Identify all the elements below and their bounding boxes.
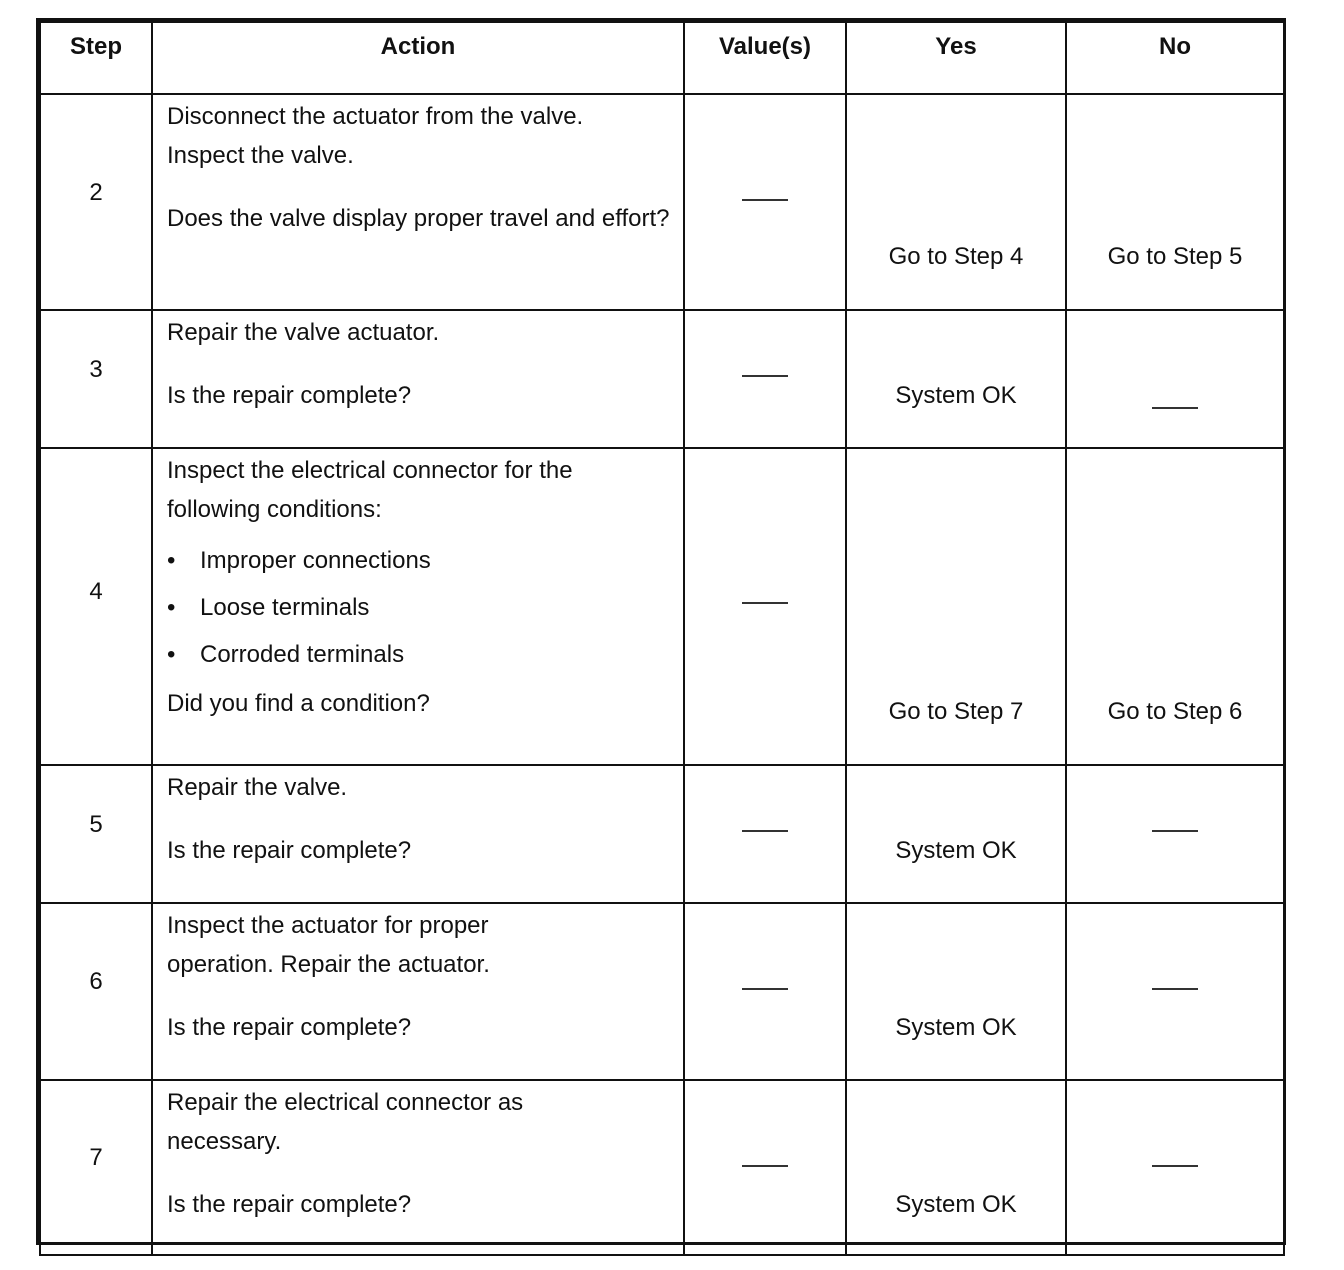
header-row: [40, 22, 1284, 94]
dash-mark: [1152, 1165, 1198, 1167]
step-number: 7: [89, 1144, 103, 1171]
list-item: • Improper connections: [167, 537, 673, 584]
table-row: [40, 1080, 1284, 1255]
action-line: Repair the valve actuator.: [167, 319, 440, 346]
action-cell: [152, 310, 684, 448]
table-row: [40, 448, 1284, 765]
action-line: Repair the electrical connector as necessary.: [167, 1089, 524, 1155]
action-question: Is the repair complete?: [167, 837, 412, 864]
dash-mark: [742, 199, 788, 201]
no-cell: [1066, 765, 1284, 903]
yes-result: System OK: [895, 1014, 1017, 1041]
action-cell: [152, 903, 684, 1080]
diagnostic-table-grid: [39, 21, 1285, 1256]
no-result: Go to Step 6: [1107, 698, 1243, 725]
yes-result: Go to Step 4: [888, 243, 1024, 270]
action-line: Inspect the valve.: [167, 142, 354, 169]
list-item: • Corroded terminals: [167, 631, 673, 678]
value-cell: [684, 448, 846, 765]
table-row: [40, 903, 1284, 1080]
no-cell: [1066, 1080, 1284, 1255]
dash-mark: [742, 602, 788, 604]
step-number: 6: [89, 968, 103, 995]
yes-result: Go to Step 7: [888, 698, 1024, 725]
step-cell: [40, 765, 152, 903]
value-cell: [684, 765, 846, 903]
action-question: Is the repair complete?: [167, 1014, 412, 1041]
action-line: Inspect the actuator for proper operation. Repair the actuator.: [167, 912, 490, 978]
yes-cell: [846, 94, 1066, 310]
step-cell: [40, 448, 152, 765]
table-row: [40, 310, 1284, 448]
yes-cell: [846, 903, 1066, 1080]
yes-cell: [846, 1080, 1066, 1255]
table-row: [40, 765, 1284, 903]
yes-cell: [846, 310, 1066, 448]
header-yes: Yes: [846, 22, 1066, 94]
action-question: Did you find a condition?: [167, 690, 430, 717]
header-action: Action: [152, 22, 684, 94]
step-cell: [40, 903, 152, 1080]
step-cell: [40, 310, 152, 448]
dash-mark: [742, 830, 788, 832]
step-number: 3: [89, 355, 103, 383]
yes-cell: [846, 765, 1066, 903]
dash-mark: [1152, 988, 1198, 990]
action-line: Disconnect the actuator from the valve.: [167, 103, 584, 130]
value-cell: [684, 94, 846, 310]
list-item: • Loose terminals: [167, 584, 673, 631]
dash-mark: [1152, 830, 1198, 832]
diagnostic-table: [36, 18, 1286, 1245]
action-cell: [152, 1080, 684, 1255]
action-question: Does the valve display proper travel and effort?: [167, 205, 670, 232]
no-result: Go to Step 5: [1107, 243, 1243, 270]
value-cell: [684, 1080, 846, 1255]
step-cell: [40, 94, 152, 310]
dash-mark: [742, 375, 788, 377]
yes-result: System OK: [895, 1191, 1017, 1218]
action-line: Inspect the electrical connector for the following conditions:: [167, 457, 573, 523]
action-line: Repair the valve.: [167, 774, 348, 801]
table-row: [40, 94, 1284, 310]
action-question: Is the repair complete?: [167, 382, 412, 409]
action-question: Is the repair complete?: [167, 1191, 412, 1218]
action-cell: [152, 94, 684, 310]
step-number: 2: [89, 178, 103, 206]
dash-mark: [1152, 407, 1198, 409]
header-values: Value(s): [684, 22, 846, 94]
value-cell: [684, 903, 846, 1080]
header-no: No: [1066, 22, 1284, 94]
yes-result: System OK: [895, 382, 1017, 409]
no-cell: [1066, 310, 1284, 448]
dash-mark: [742, 1165, 788, 1167]
action-cell: [152, 765, 684, 903]
yes-result: System OK: [895, 837, 1017, 864]
no-cell: [1066, 448, 1284, 765]
action-cell: [152, 448, 684, 765]
value-cell: [684, 310, 846, 448]
no-cell: [1066, 94, 1284, 310]
condition-list: [167, 537, 673, 678]
header-step: Step: [40, 22, 152, 94]
step-number: 5: [89, 810, 103, 838]
step-number: 4: [89, 578, 103, 605]
dash-mark: [742, 988, 788, 990]
no-cell: [1066, 903, 1284, 1080]
step-cell: [40, 1080, 152, 1255]
yes-cell: [846, 448, 1066, 765]
